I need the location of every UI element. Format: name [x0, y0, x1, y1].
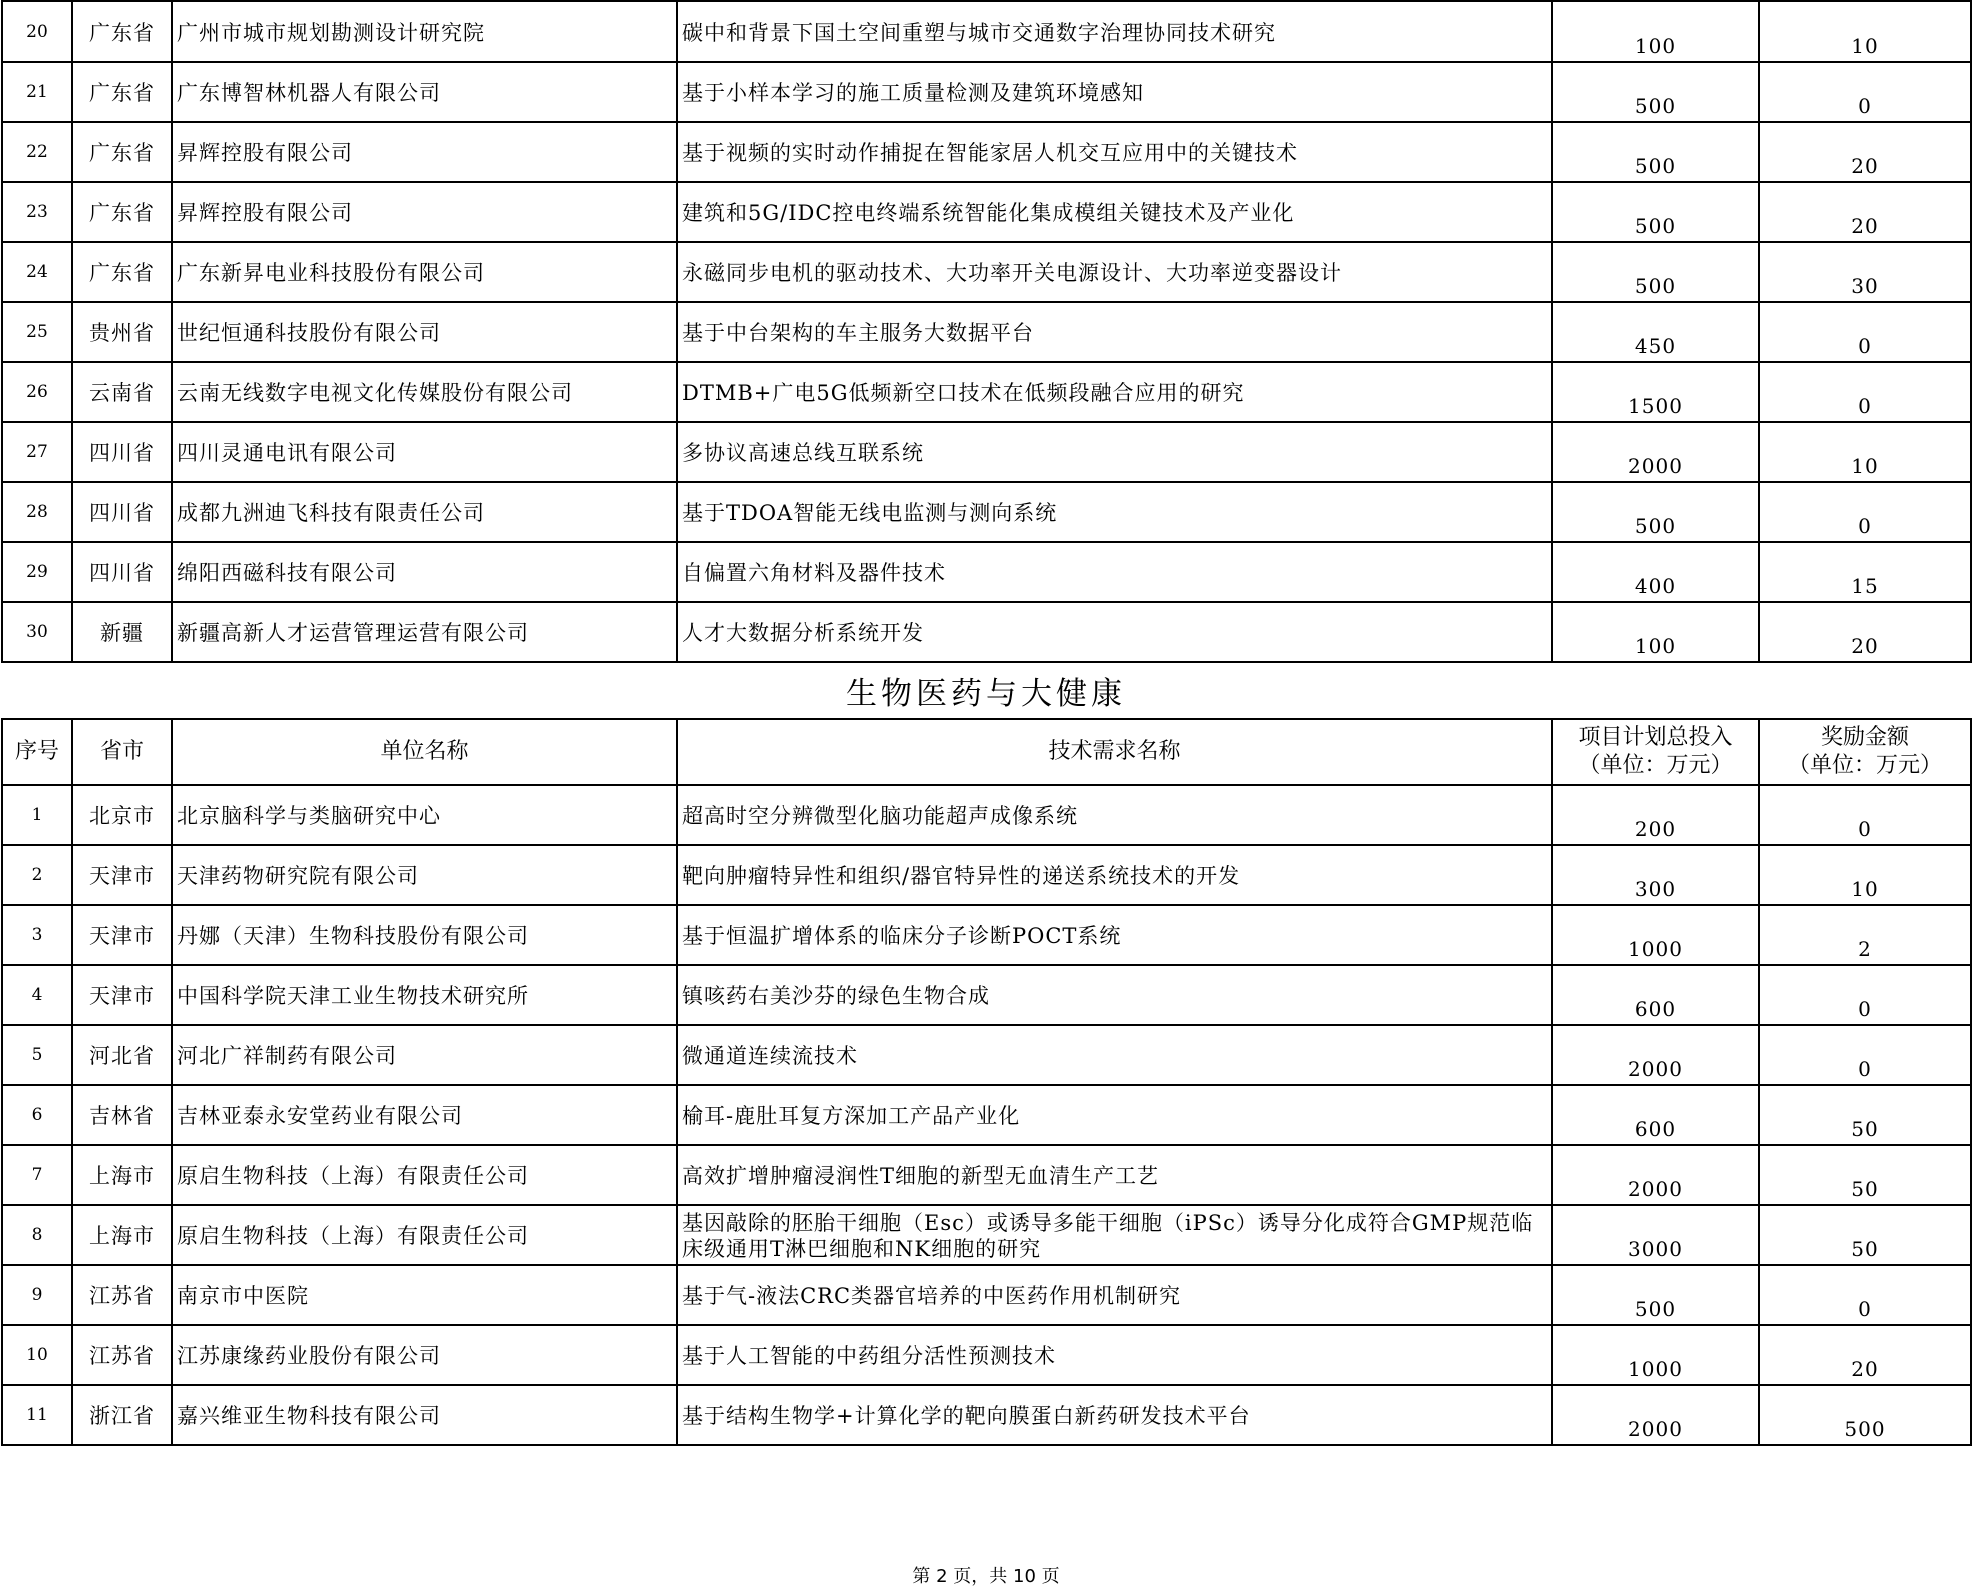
table-row [2, 845, 1971, 905]
table-row [2, 1, 1971, 62]
cell-tech: 建筑和5G/IDC控电终端系统智能化集成模组关键技术及产业化 [677, 182, 1552, 242]
cell-unit: 原启生物科技（上海）有限责任公司 [172, 1205, 677, 1265]
cell-award: 15 [1759, 542, 1971, 602]
cell-tech: 基于人工智能的中药组分活性预测技术 [677, 1325, 1552, 1385]
table-row [2, 482, 1971, 542]
table-row [2, 302, 1971, 362]
header-province: 省市 [72, 719, 172, 785]
header-row [2, 719, 1971, 785]
table-body [2, 785, 1971, 1445]
cell-no: 24 [2, 242, 72, 302]
cell-award: 0 [1759, 362, 1971, 422]
cell-no: 6 [2, 1085, 72, 1145]
table-row [2, 1085, 1971, 1145]
cell-tech: 微通道连续流技术 [677, 1025, 1552, 1085]
cell-unit: 河北广祥制药有限公司 [172, 1025, 677, 1085]
cell-province: 广东省 [72, 242, 172, 302]
cell-unit: 云南无线数字电视文化传媒股份有限公司 [172, 362, 677, 422]
cell-award: 0 [1759, 1025, 1971, 1085]
cell-tech: 靶向肿瘤特异性和组织/器官特异性的递送系统技术的开发 [677, 845, 1552, 905]
cell-tech: 基于视频的实时动作捕捉在智能家居人机交互应用中的关键技术 [677, 122, 1552, 182]
cell-province: 四川省 [72, 482, 172, 542]
cell-award: 0 [1759, 302, 1971, 362]
page-footer: 第 2 页，共 10 页 [912, 1566, 1060, 1587]
cell-award: 20 [1759, 122, 1971, 182]
cell-tech: 碳中和背景下国土空间重塑与城市交通数字治理协同技术研究 [677, 1, 1552, 62]
cell-no: 3 [2, 905, 72, 965]
cell-tech: 人才大数据分析系统开发 [677, 602, 1552, 662]
table-row [2, 1145, 1971, 1205]
cell-award: 2 [1759, 905, 1971, 965]
cell-province: 云南省 [72, 362, 172, 422]
cell-unit: 南京市中医院 [172, 1265, 677, 1325]
cell-unit: 广东博智林机器人有限公司 [172, 62, 677, 122]
cell-province: 吉林省 [72, 1085, 172, 1145]
cell-investment: 500 [1552, 62, 1759, 122]
table-row [2, 1265, 1971, 1325]
cell-unit: 吉林亚泰永安堂药业有限公司 [172, 1085, 677, 1145]
cell-province: 广东省 [72, 62, 172, 122]
cell-unit: 四川灵通电讯有限公司 [172, 422, 677, 482]
cell-unit: 北京脑科学与类脑研究中心 [172, 785, 677, 845]
table-row [2, 422, 1971, 482]
cell-province: 浙江省 [72, 1385, 172, 1445]
cell-no: 27 [2, 422, 72, 482]
cell-no: 7 [2, 1145, 72, 1205]
cell-investment: 1500 [1552, 362, 1759, 422]
cell-province: 天津市 [72, 845, 172, 905]
cell-province: 四川省 [72, 542, 172, 602]
cell-no: 21 [2, 62, 72, 122]
cell-tech: 基于结构生物学+计算化学的靶向膜蛋白新药研发技术平台 [677, 1385, 1552, 1445]
cell-award: 50 [1759, 1145, 1971, 1205]
cell-no: 10 [2, 1325, 72, 1385]
cell-province: 天津市 [72, 965, 172, 1025]
cell-investment: 3000 [1552, 1205, 1759, 1265]
cell-investment: 2000 [1552, 1025, 1759, 1085]
cell-award: 0 [1759, 965, 1971, 1025]
cell-investment: 2000 [1552, 422, 1759, 482]
cell-unit: 绵阳西磁科技有限公司 [172, 542, 677, 602]
header-award-line2: （单位：万元） [1787, 753, 1942, 778]
cell-province: 广东省 [72, 1, 172, 62]
cell-unit: 昇辉控股有限公司 [172, 122, 677, 182]
cell-no: 30 [2, 602, 72, 662]
cell-tech: 基于TDOA智能无线电监测与测向系统 [677, 482, 1552, 542]
cell-investment: 500 [1552, 1265, 1759, 1325]
cell-unit: 昇辉控股有限公司 [172, 182, 677, 242]
table-body [2, 1, 1971, 662]
cell-investment: 500 [1552, 242, 1759, 302]
cell-tech: 基于中台架构的车主服务大数据平台 [677, 302, 1552, 362]
cell-award: 500 [1759, 1385, 1971, 1445]
cell-investment: 1000 [1552, 905, 1759, 965]
table-row [2, 1205, 1971, 1265]
cell-no: 11 [2, 1385, 72, 1445]
cell-investment: 200 [1552, 785, 1759, 845]
cell-tech: 高效扩增肿瘤浸润性T细胞的新型无血清生产工艺 [677, 1145, 1552, 1205]
cell-award: 0 [1759, 1265, 1971, 1325]
cell-award: 20 [1759, 182, 1971, 242]
table-row [2, 785, 1971, 845]
cell-no: 23 [2, 182, 72, 242]
header-investment-line2: （单位：万元） [1578, 753, 1733, 778]
cell-unit: 原启生物科技（上海）有限责任公司 [172, 1145, 677, 1205]
cell-tech: 镇咳药右美沙芬的绿色生物合成 [677, 965, 1552, 1025]
cell-tech: DTMB+广电5G低频新空口技术在低频段融合应用的研究 [677, 362, 1552, 422]
header-investment [1552, 719, 1759, 785]
cell-unit: 新疆高新人才运营管理运营有限公司 [172, 602, 677, 662]
table-row [2, 542, 1971, 602]
cell-province: 上海市 [72, 1145, 172, 1205]
cell-province: 江苏省 [72, 1325, 172, 1385]
cell-unit: 天津药物研究院有限公司 [172, 845, 677, 905]
table-row [2, 602, 1971, 662]
table-row [2, 62, 1971, 122]
cell-tech: 基于恒温扩增体系的临床分子诊断POCT系统 [677, 905, 1552, 965]
table-row [2, 182, 1971, 242]
cell-award: 20 [1759, 602, 1971, 662]
cell-province: 广东省 [72, 182, 172, 242]
cell-investment: 500 [1552, 482, 1759, 542]
cell-unit: 中国科学院天津工业生物技术研究所 [172, 965, 677, 1025]
cell-no: 29 [2, 542, 72, 602]
cell-award: 20 [1759, 1325, 1971, 1385]
cell-province: 新疆 [72, 602, 172, 662]
biomedicine-table [1, 718, 1972, 1446]
cell-award: 30 [1759, 242, 1971, 302]
cell-unit: 成都九洲迪飞科技有限责任公司 [172, 482, 677, 542]
header-award [1759, 719, 1971, 785]
cell-award: 0 [1759, 62, 1971, 122]
cell-no: 28 [2, 482, 72, 542]
cell-award: 50 [1759, 1085, 1971, 1145]
cell-investment: 500 [1552, 182, 1759, 242]
cell-tech: 自偏置六角材料及器件技术 [677, 542, 1552, 602]
cell-no: 4 [2, 965, 72, 1025]
cell-province: 天津市 [72, 905, 172, 965]
cell-award: 10 [1759, 1, 1971, 62]
cell-investment: 2000 [1552, 1145, 1759, 1205]
cell-province: 贵州省 [72, 302, 172, 362]
cell-award: 10 [1759, 845, 1971, 905]
cell-tech: 超高时空分辨微型化脑功能超声成像系统 [677, 785, 1552, 845]
cell-tech: 榆耳-鹿肚耳复方深加工产品产业化 [677, 1085, 1552, 1145]
cell-unit: 丹娜（天津）生物科技股份有限公司 [172, 905, 677, 965]
cell-investment: 600 [1552, 965, 1759, 1025]
header-unit: 单位名称 [172, 719, 677, 785]
table-row [2, 1385, 1971, 1445]
cell-investment: 100 [1552, 1, 1759, 62]
cell-no: 9 [2, 1265, 72, 1325]
cell-province: 江苏省 [72, 1265, 172, 1325]
table-row [2, 242, 1971, 302]
cell-no: 26 [2, 362, 72, 422]
cell-investment: 500 [1552, 122, 1759, 182]
table-row [2, 1025, 1971, 1085]
cell-investment: 450 [1552, 302, 1759, 362]
header-no: 序号 [2, 719, 72, 785]
cell-investment: 300 [1552, 845, 1759, 905]
cell-province: 广东省 [72, 122, 172, 182]
cell-tech: 基因敲除的胚胎干细胞（Esc）或诱导多能干细胞（iPSc）诱导分化成符合GMP规范临床级通用T淋巴细胞和NK细胞的研究 [677, 1205, 1552, 1265]
cell-award: 10 [1759, 422, 1971, 482]
table-row [2, 362, 1971, 422]
cell-no: 25 [2, 302, 72, 362]
cell-unit: 嘉兴维亚生物科技有限公司 [172, 1385, 677, 1445]
cell-unit: 世纪恒通科技股份有限公司 [172, 302, 677, 362]
cell-province: 北京市 [72, 785, 172, 845]
cell-award: 50 [1759, 1205, 1971, 1265]
cell-unit: 广东新昇电业科技股份有限公司 [172, 242, 677, 302]
cell-investment: 2000 [1552, 1385, 1759, 1445]
cell-investment: 400 [1552, 542, 1759, 602]
cell-investment: 100 [1552, 602, 1759, 662]
cell-province: 河北省 [72, 1025, 172, 1085]
header-tech: 技术需求名称 [677, 719, 1552, 785]
tech-demand-table-continued [1, 0, 1972, 663]
table-row [2, 965, 1971, 1025]
section-title: 生物医药与大健康 [846, 676, 1126, 712]
cell-award: 0 [1759, 482, 1971, 542]
cell-province: 上海市 [72, 1205, 172, 1265]
cell-no: 22 [2, 122, 72, 182]
cell-investment: 600 [1552, 1085, 1759, 1145]
cell-tech: 永磁同步电机的驱动技术、大功率开关电源设计、大功率逆变器设计 [677, 242, 1552, 302]
cell-unit: 广州市城市规划勘测设计研究院 [172, 1, 677, 62]
cell-no: 20 [2, 1, 72, 62]
header-award-line1: 奖励金额 [1820, 725, 1909, 750]
table-row [2, 1325, 1971, 1385]
cell-tech: 多协议高速总线互联系统 [677, 422, 1552, 482]
cell-investment: 1000 [1552, 1325, 1759, 1385]
cell-unit: 江苏康缘药业股份有限公司 [172, 1325, 677, 1385]
cell-province: 四川省 [72, 422, 172, 482]
cell-no: 5 [2, 1025, 72, 1085]
cell-award: 0 [1759, 785, 1971, 845]
header-investment-line1: 项目计划总投入 [1578, 725, 1733, 750]
cell-tech: 基于气-液法CRC类器官培养的中医药作用机制研究 [677, 1265, 1552, 1325]
cell-no: 2 [2, 845, 72, 905]
table-row [2, 122, 1971, 182]
cell-tech: 基于小样本学习的施工质量检测及建筑环境感知 [677, 62, 1552, 122]
cell-no: 8 [2, 1205, 72, 1265]
table-row [2, 905, 1971, 965]
cell-no: 1 [2, 785, 72, 845]
